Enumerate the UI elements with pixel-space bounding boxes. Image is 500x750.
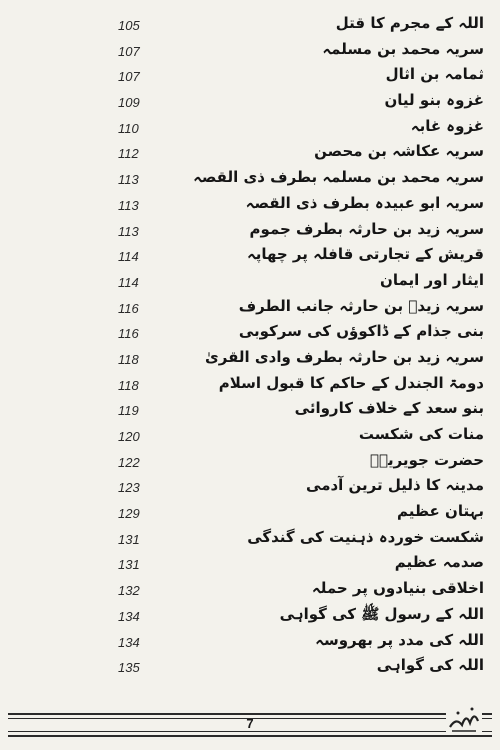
toc-entry-title: منات کی شکست: [358, 425, 484, 443]
toc-page-number: 107: [118, 43, 140, 59]
toc-row: [0, 526, 500, 552]
toc-page-number: 110: [118, 120, 139, 136]
toc-row: [0, 474, 500, 500]
toc-page-number: 131: [118, 531, 140, 547]
toc-page-number: 114: [118, 249, 139, 265]
toc-entry-title: اخلاقی بنیادوں پر حملہ: [311, 579, 484, 598]
toc-entry-title: صدمہ عظیم: [394, 553, 484, 572]
toc-entry-title: غزوہ غابہ: [410, 116, 484, 135]
toc-entry-title: سریہ زید بن حارثہ بطرف وادی القریٰ: [205, 347, 484, 366]
toc-entry-title: سریہ ابو عبیدہ بطرف ذی القصہ: [245, 193, 484, 212]
page-footer: [8, 713, 492, 737]
toc-page-number: 118: [118, 377, 139, 393]
toc-row: [0, 551, 500, 577]
toc-entry-title: بنی جذام کے ڈاکوؤں کی سرکوبی: [238, 322, 484, 341]
toc-page-number: 116: [118, 300, 139, 316]
toc-row: [0, 166, 500, 192]
toc-row: [0, 38, 500, 64]
toc-entry-title: قریش کے تجارتی قافلہ پر چھاپہ: [246, 245, 484, 264]
table-of-contents: [0, 12, 500, 680]
toc-page-number: 135: [118, 660, 140, 676]
toc-entry-title: ایثار اور ایمان: [380, 270, 484, 289]
toc-page-number: 114: [118, 274, 139, 290]
toc-entry-title: اللہ کے رسول ﷺ کی گواہی: [279, 604, 484, 623]
toc-page-number: 123: [118, 480, 140, 496]
page-number: 7: [246, 716, 254, 731]
toc-row: [0, 603, 500, 629]
toc-page-number: 105: [118, 18, 140, 33]
toc-entry-title: اللہ کے مجرم کا قتل: [335, 14, 484, 32]
toc-page-number: 129: [118, 506, 140, 522]
toc-row: [0, 629, 500, 655]
toc-row: [0, 449, 500, 475]
toc-page-number: 132: [118, 583, 140, 599]
toc-row: [0, 346, 500, 372]
toc-row: [0, 192, 500, 218]
toc-entry-title: سریہ زید بن حارثہ بطرف جموم: [249, 219, 484, 238]
toc-row: [0, 372, 500, 398]
toc-page-number: 131: [118, 557, 140, 573]
toc-row: [0, 500, 500, 526]
toc-row: [0, 269, 500, 295]
toc-page-number: 122: [118, 454, 140, 470]
book-logo-icon: [446, 705, 482, 735]
toc-page-number: 113: [118, 172, 139, 188]
toc-entry-title: بنو سعد کے خلاف کاروائی: [294, 399, 484, 418]
toc-entry-title: سریہ محمد بن مسلمہ: [322, 39, 484, 58]
toc-entry-title: دومۃ الجندل کے حاکم کا قبول اسلام: [218, 373, 484, 392]
toc-row: [0, 63, 500, 89]
toc-entry-title: ثمامہ بن اثال: [385, 65, 484, 84]
toc-page-number: 119: [118, 403, 139, 419]
toc-row: [0, 320, 500, 346]
toc-page-number: 107: [118, 69, 140, 85]
toc-entry-title: بہتان عظیم: [397, 502, 484, 521]
toc-row: [0, 295, 500, 321]
toc-entry-title: حضرت جویریہؓ: [369, 450, 484, 469]
toc-row: [0, 654, 500, 680]
toc-entry-title: اللہ کی مدد پر بھروسہ: [315, 630, 484, 649]
toc-row: [0, 12, 500, 38]
toc-page-number: 134: [118, 634, 140, 650]
toc-row: [0, 89, 500, 115]
toc-entry-title: شکست خوردہ ذہنیت کی گندگی: [247, 527, 484, 546]
toc-entry-title: سریہ عکاشہ بن محصن: [314, 142, 484, 161]
toc-page-number: 134: [118, 608, 140, 624]
toc-page-number: 120: [118, 429, 140, 444]
toc-entry-title: اللہ کی گواہی: [376, 656, 484, 675]
toc-row: [0, 115, 500, 141]
toc-page-number: 113: [118, 223, 139, 239]
toc-row: [0, 243, 500, 269]
toc-row: [0, 397, 500, 423]
toc-page-number: 113: [118, 197, 139, 213]
toc-entry-title: مدینہ کا ذلیل ترین آدمی: [306, 476, 484, 495]
toc-entry-title: غزوہ بنو لیان: [384, 91, 484, 110]
toc-row: [0, 140, 500, 166]
toc-page-number: 118: [118, 351, 139, 367]
toc-row: [0, 577, 500, 603]
toc-entry-title: سریہ محمد بن مسلمہ بطرف ذی القصہ: [193, 168, 484, 187]
toc-row: [0, 218, 500, 244]
toc-page-number: 109: [118, 95, 140, 111]
toc-entry-title: سریہ زیدؓ بن حارثہ جانب الطرف: [238, 296, 484, 315]
toc-page-number: 116: [118, 326, 139, 342]
toc-page-number: 112: [118, 146, 139, 162]
toc-row: [0, 423, 500, 449]
